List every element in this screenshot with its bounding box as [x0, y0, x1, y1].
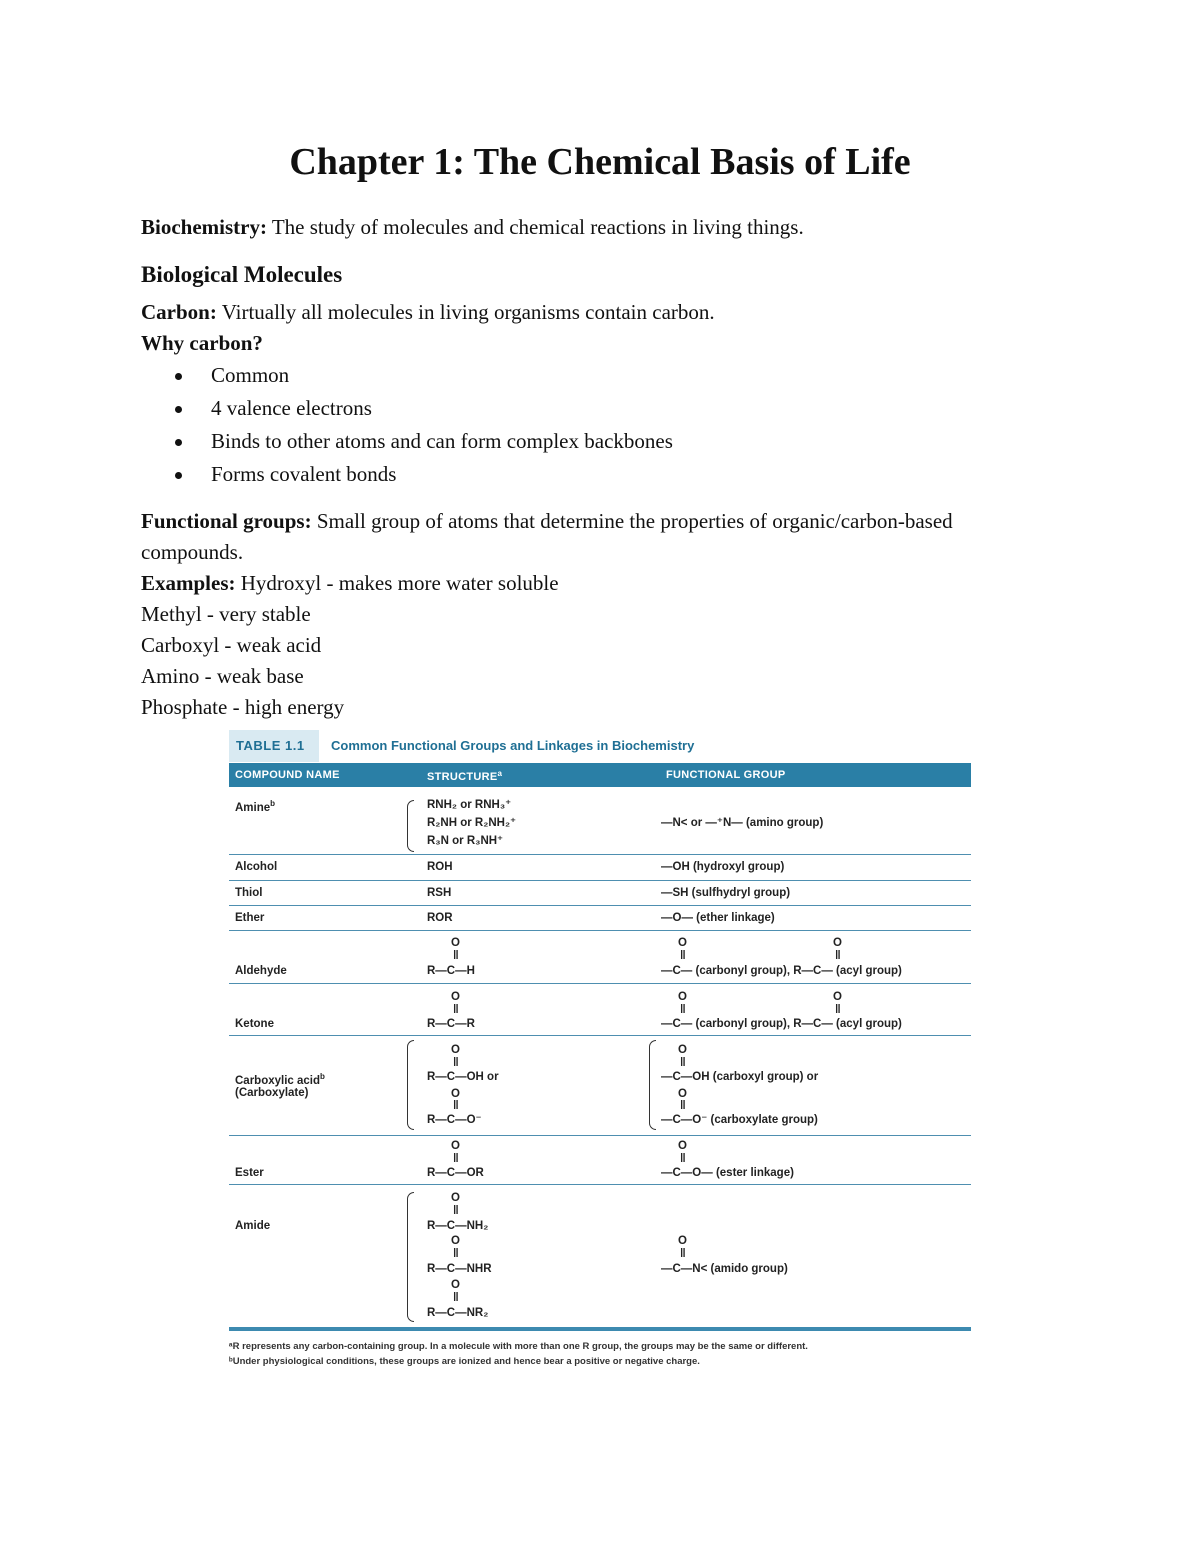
group-ether: —O— (ether linkage)	[661, 912, 775, 924]
functional-groups-definition: Functional groups: Small group of atoms that determine the properties of organic/carbon-based	[141, 509, 953, 533]
structure-alcohol: ROH	[427, 861, 453, 873]
example-item: Methyl - very stable	[141, 602, 311, 626]
carbon-term: Carbon:	[141, 300, 217, 324]
structure-amine-3: R₃N or R₃NH⁺	[427, 835, 504, 847]
group-aldehyde: —C— (carbonyl group), R—C— (acyl group)	[661, 965, 902, 977]
oxygen-label: O	[678, 1235, 687, 1247]
double-bond-icon: ‖	[453, 1057, 459, 1069]
examples-term: Examples:	[141, 571, 236, 595]
carbon-bullet-list	[141, 360, 673, 492]
group-ketone: —C— (carbonyl group), R—C— (acyl group)	[661, 1018, 902, 1030]
carbon-definition	[141, 297, 715, 328]
table-caption: Common Functional Groups and Linkages in Biochemistry	[331, 738, 695, 753]
row-name-thiol: Thiol	[235, 887, 263, 899]
structure-amide-2: R—C—NHR	[427, 1263, 492, 1275]
brace-icon	[649, 1040, 656, 1130]
row-divider	[229, 1184, 971, 1185]
structure-ketone: R—C—R	[427, 1018, 475, 1030]
examples-line: Examples: Hydroxyl - makes more water soluble	[141, 571, 559, 595]
oxygen-label: O	[451, 1279, 460, 1291]
oxygen-label: O	[678, 1044, 687, 1056]
row-name-ketone: Ketone	[235, 1018, 274, 1030]
oxygen-label: O	[833, 937, 842, 949]
table-label-box: TABLE 1.1	[229, 730, 319, 762]
table-footnote-a: ᵃR represents any carbon-containing group. In a molecule with more than one R group, the groups may be the same or different.	[229, 1341, 808, 1352]
double-bond-icon: ‖	[453, 1004, 459, 1016]
carbon-text: Virtually all molecules in living organisms contain carbon.	[216, 300, 715, 324]
row-name-alcohol: Alcohol	[235, 861, 278, 873]
functional-groups-table	[229, 730, 971, 1370]
structure-aldehyde: R—C—H	[427, 965, 475, 977]
row-name-carboxylate: (Carboxylate)	[235, 1087, 309, 1099]
oxygen-label: O	[678, 1088, 687, 1100]
double-bond-icon: ‖	[835, 1004, 841, 1016]
row-name-amide: Amide	[235, 1220, 271, 1232]
group-carboxylate: —C—O⁻ (carboxylate group)	[661, 1114, 818, 1126]
row-name-ether: Ether	[235, 912, 265, 924]
double-bond-icon: ‖	[680, 1004, 686, 1016]
row-name-ester: Ester	[235, 1167, 264, 1179]
list-item: 4 valence electrons	[141, 393, 673, 426]
list-item: Forms covalent bonds	[141, 459, 673, 492]
row-divider	[229, 1035, 971, 1036]
list-item: Common	[141, 360, 673, 393]
group-amine: —N< or —⁺N— (amino group)	[661, 817, 824, 829]
functional-groups-continuation: compounds.	[141, 540, 244, 564]
group-ester: —C—O— (ester linkage)	[661, 1167, 794, 1179]
biochemistry-text: The study of molecules and chemical reactions in living things.	[266, 215, 804, 239]
structure-thiol: RSH	[427, 887, 452, 899]
structure-carboxylate: R—C—O⁻	[427, 1114, 482, 1126]
oxygen-label: O	[678, 1140, 687, 1152]
oxygen-label: O	[678, 937, 687, 949]
oxygen-label: O	[451, 937, 460, 949]
group-alcohol: —OH (hydroxyl group)	[661, 861, 785, 873]
oxygen-label: O	[451, 991, 460, 1003]
oxygen-label: O	[451, 1140, 460, 1152]
double-bond-icon: ‖	[835, 950, 841, 962]
double-bond-icon: ‖	[453, 1205, 459, 1217]
table-footnote-b: ᵇUnder physiological conditions, these groups are ionized and hence bear a positive or negative charge.	[229, 1356, 700, 1367]
row-divider	[229, 854, 971, 855]
row-name-aldehyde: Aldehyde	[235, 965, 287, 977]
row-divider	[229, 930, 971, 931]
list-item: Binds to other atoms and can form complex backbones	[141, 426, 673, 459]
header-compound-name: COMPOUND NAME	[235, 769, 340, 781]
oxygen-label: O	[833, 991, 842, 1003]
structure-amide-1: R—C—NH₂	[427, 1220, 489, 1232]
section-heading: Biological Molecules	[141, 262, 343, 287]
brace-icon	[407, 1040, 414, 1130]
structure-ester: R—C—OR	[427, 1167, 484, 1179]
row-divider	[229, 983, 971, 984]
table-header	[229, 763, 971, 787]
double-bond-icon: ‖	[680, 950, 686, 962]
double-bond-icon: ‖	[680, 1248, 686, 1260]
brace-icon	[407, 800, 414, 852]
double-bond-icon: ‖	[453, 950, 459, 962]
double-bond-icon: ‖	[453, 1100, 459, 1112]
example-item: Phosphate - high energy	[141, 695, 345, 719]
row-divider	[229, 1135, 971, 1136]
example-item: Carboxyl - weak acid	[141, 633, 322, 657]
structure-carboxylic: R—C—OH or	[427, 1071, 499, 1083]
biochemistry-term: Biochemistry:	[141, 215, 267, 239]
double-bond-icon: ‖	[680, 1057, 686, 1069]
structure-amine-2: R₂NH or R₂NH₂⁺	[427, 817, 517, 829]
oxygen-label: O	[451, 1192, 460, 1204]
row-name-amine: Amine$^b$	[235, 799, 276, 814]
group-amide: —C—N< (amido group)	[661, 1263, 788, 1275]
page-title: Chapter 1: The Chemical Basis of Life	[289, 141, 911, 183]
example-item: Amino - weak base	[141, 664, 304, 688]
row-divider	[229, 905, 971, 906]
why-carbon-label: Why carbon?	[141, 331, 263, 355]
double-bond-icon: ‖	[453, 1292, 459, 1304]
biochemistry-definition	[141, 212, 804, 243]
header-functional-group: FUNCTIONAL GROUP	[666, 769, 786, 781]
brace-icon	[407, 1192, 414, 1322]
bullet-icon	[175, 439, 182, 446]
oxygen-label: O	[451, 1235, 460, 1247]
bullet-icon	[175, 472, 182, 479]
group-thiol: —SH (sulfhydryl group)	[661, 887, 791, 899]
oxygen-label: O	[678, 991, 687, 1003]
double-bond-icon: ‖	[680, 1153, 686, 1165]
row-divider	[229, 880, 971, 881]
group-carboxyl: —C—OH (carboxyl group) or	[661, 1071, 819, 1083]
structure-amide-3: R—C—NR₂	[427, 1307, 489, 1319]
oxygen-label: O	[451, 1088, 460, 1100]
header-structure: STRUCTURE$^a$	[427, 769, 503, 783]
double-bond-icon: ‖	[453, 1248, 459, 1260]
structure-ether: ROR	[427, 912, 453, 924]
table-bottom-rule	[229, 1327, 971, 1331]
functional-groups-term: Functional groups:	[141, 509, 312, 533]
structure-amine-1: RNH₂ or RNH₃⁺	[427, 799, 512, 811]
bullet-icon	[175, 373, 182, 380]
double-bond-icon: ‖	[680, 1100, 686, 1112]
bullet-icon	[175, 406, 182, 413]
row-name-carboxylic: Carboxylic acid$^b$	[235, 1072, 325, 1087]
oxygen-label: O	[451, 1044, 460, 1056]
double-bond-icon: ‖	[453, 1153, 459, 1165]
